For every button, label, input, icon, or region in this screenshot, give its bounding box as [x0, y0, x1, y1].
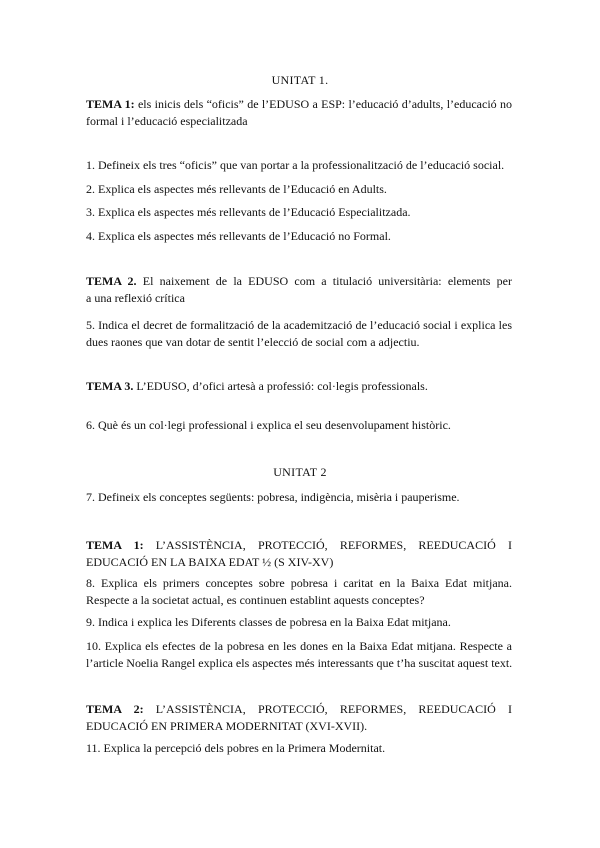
- tema-heading-line: [86, 701, 512, 718]
- question-8: [86, 575, 512, 609]
- question-3: 3. Explica els aspectes més rellevants de l’Educació Especialitzada.: [86, 205, 411, 219]
- question-6: 6. Què és un col·legi professional i explica el seu desenvolupament històric.: [86, 418, 451, 432]
- question-10: [86, 638, 512, 672]
- unit1-tema1: [86, 96, 512, 130]
- tema-text: L’EDUSO, d’ofici artesà a professió: col·legis professionals.: [133, 379, 428, 393]
- question-5-line1: 5. Indica el decret de formalització de la academització de l’educació social i explica les: [86, 318, 512, 332]
- question-7: 7. Defineix els conceptes següents: pobresa, indigència, misèria i pauperisme.: [86, 490, 460, 504]
- tema-text-line2: EDUCACIÓ EN LA BAIXA EDAT ½ (S XIV-XV): [86, 555, 334, 569]
- tema-text: els inicis dels “oficis” de l’EDUSO a ESP: l’educació d’adults, l’educació no: [134, 97, 512, 111]
- question-10-line1: 10. Explica els efectes de la pobresa en les dones en la Baixa Edat mitjana. Respecte a: [86, 639, 512, 653]
- question-8-line2: Respecte a la societat actual, es continuen establint aquests conceptes?: [86, 593, 425, 607]
- tema-label: TEMA 2:: [86, 702, 144, 716]
- tema-heading-line: [86, 96, 512, 113]
- question-2: 2. Explica els aspectes més rellevants de l’Educació en Adults.: [86, 182, 387, 196]
- question-5-line2: dues raones que van dotar de sentit l’elecció de social com a adjectiu.: [86, 335, 420, 349]
- tema-heading-line: [86, 537, 512, 554]
- tema-text-line2: formal i l’educació especialitzada: [86, 114, 248, 128]
- tema-label: TEMA 1:: [86, 97, 135, 111]
- unit2-title: UNITAT 2: [273, 465, 327, 479]
- question-5: [86, 317, 512, 351]
- tema-label: TEMA 1:: [86, 538, 144, 552]
- tema-label: TEMA 2.: [86, 274, 137, 288]
- tema-heading-line: [86, 273, 512, 290]
- tema-text: L’ASSISTÈNCIA, PROTECCIÓ, REFORMES, REEDUCACIÓ I: [143, 702, 512, 716]
- question-1: 1. Defineix els tres “oficis” que van portar a la professionalització de l’educació social.: [86, 158, 505, 172]
- tema-label: TEMA 3.: [86, 379, 134, 393]
- tema-text-line2: EDUCACIÓ EN PRIMERA MODERNITAT (XVI-XVII).: [86, 719, 368, 733]
- unit2-tema1: [86, 537, 512, 571]
- tema-text: El naixement de la EDUSO com a titulació universitària: elements per: [136, 274, 512, 288]
- unit1-tema3: [86, 378, 512, 395]
- question-11: 11. Explica la percepció dels pobres en la Primera Modernitat.: [86, 741, 386, 755]
- unit1-tema2: [86, 273, 512, 307]
- question-4: 4. Explica els aspectes més rellevants de l’Educació no Formal.: [86, 229, 391, 243]
- tema-text: L’ASSISTÈNCIA, PROTECCIÓ, REFORMES, REEDUCACIÓ I: [143, 538, 512, 552]
- question-8-line1: 8. Explica els primers conceptes sobre pobresa i caritat en la Baixa Edat mitjana.: [86, 576, 512, 590]
- unit2-tema2: [86, 701, 512, 735]
- question-10-line2: l’article Noelia Rangel explica els aspectes més interessants que t’ha suscitat aquest text.: [86, 656, 513, 670]
- unit1-title: UNITAT 1.: [271, 73, 329, 87]
- question-9: 9. Indica i explica les Diferents classes de pobresa en la Baixa Edat mitjana.: [86, 615, 451, 629]
- tema-text-line2: a una reflexió crítica: [86, 291, 185, 305]
